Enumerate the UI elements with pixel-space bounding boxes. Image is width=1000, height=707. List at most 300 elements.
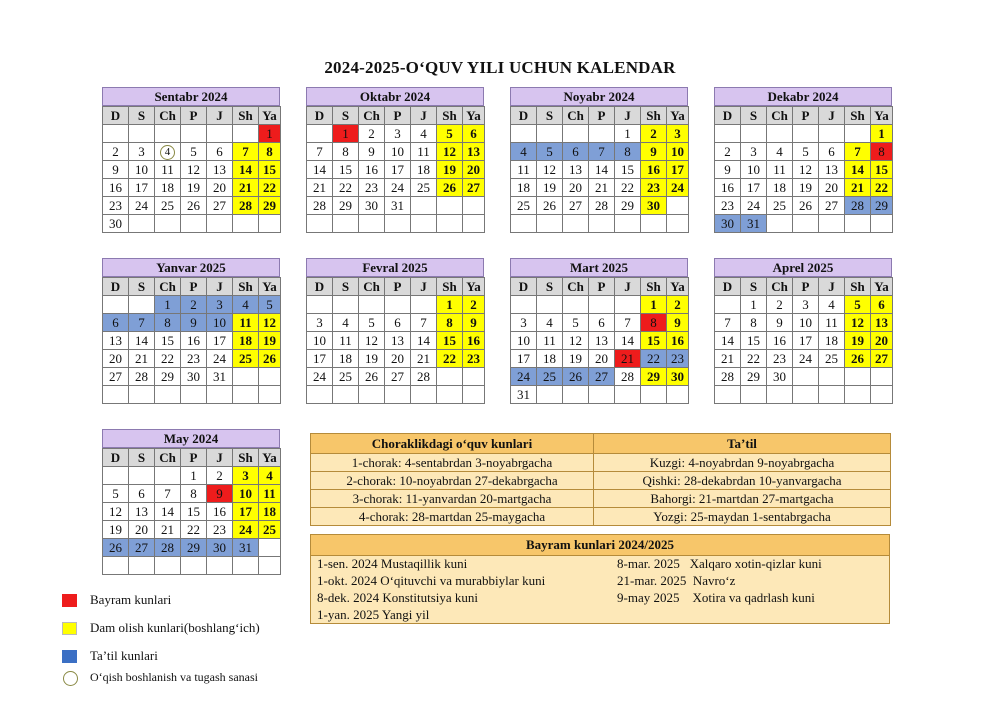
empty-cell	[359, 296, 385, 314]
weekday-header: Ya	[463, 278, 485, 296]
day-cell: 29	[641, 368, 667, 386]
empty-cell	[359, 386, 385, 404]
day-cell: 30	[181, 368, 207, 386]
day-cell: 18	[537, 350, 563, 368]
day-cell: 21	[615, 350, 641, 368]
holiday-item: 1-okt. 2024 O‘qituvchi va murabbiylar kuni	[317, 573, 546, 588]
empty-cell	[437, 215, 463, 233]
empty-cell	[537, 215, 563, 233]
day-cell: 9	[359, 143, 385, 161]
weekday-header: D	[715, 278, 741, 296]
weekday-header: P	[793, 107, 819, 125]
day-cell: 1	[641, 296, 667, 314]
day-cell: 7	[589, 143, 615, 161]
day-cell: 4	[511, 143, 537, 161]
empty-cell	[259, 368, 281, 386]
month-calendar	[714, 87, 892, 233]
day-cell: 24	[307, 368, 333, 386]
day-cell: 30	[103, 215, 129, 233]
empty-cell	[129, 215, 155, 233]
day-cell: 12	[359, 332, 385, 350]
day-cell: 23	[667, 350, 689, 368]
day-cell: 13	[207, 161, 233, 179]
empty-cell	[463, 368, 485, 386]
weekday-header: S	[741, 278, 767, 296]
empty-cell	[537, 386, 563, 404]
empty-cell	[793, 215, 819, 233]
day-cell: 23	[103, 197, 129, 215]
month-calendar	[102, 87, 280, 233]
day-cell: 22	[615, 179, 641, 197]
legend-label: Dam olish kunlari(boshlang‘ich)	[90, 620, 260, 635]
day-cell: 7	[233, 143, 259, 161]
holiday-item: 1-yan. 2025 Yangi yil	[317, 607, 430, 622]
day-cell: 31	[385, 197, 411, 215]
holiday-item: 8-mar. 2025 Xalqaro xotin-qizlar kuni	[617, 556, 822, 571]
weekday-header: S	[129, 107, 155, 125]
weekday-header: Ch	[155, 449, 181, 467]
day-cell: 4	[767, 143, 793, 161]
day-cell: 21	[589, 179, 615, 197]
empty-cell	[333, 386, 359, 404]
day-cell: 27	[563, 197, 589, 215]
day-cell: 28	[411, 368, 437, 386]
vacation-header: Ta’til	[594, 434, 891, 454]
day-cell: 16	[641, 161, 667, 179]
day-cell: 2	[207, 467, 233, 485]
empty-cell	[819, 215, 845, 233]
day-cell: 25	[537, 368, 563, 386]
day-cell: 12	[259, 314, 281, 332]
weekday-header: Ch	[767, 107, 793, 125]
day-cell: 10	[741, 161, 767, 179]
day-cell: 9	[667, 314, 689, 332]
start-date-circle: 4	[160, 145, 175, 160]
day-cell: 26	[359, 368, 385, 386]
day-cell: 25	[259, 521, 281, 539]
day-cell: 29	[181, 539, 207, 557]
day-cell: 1	[259, 125, 281, 143]
empty-cell	[129, 467, 155, 485]
day-cell: 21	[155, 521, 181, 539]
empty-cell	[333, 296, 359, 314]
empty-cell	[411, 386, 437, 404]
day-cell: 6	[103, 314, 129, 332]
empty-cell	[155, 386, 181, 404]
weekday-header: D	[307, 278, 333, 296]
day-cell: 12	[181, 161, 207, 179]
day-cell: 17	[207, 332, 233, 350]
empty-cell	[589, 386, 615, 404]
month-calendar	[102, 429, 280, 575]
day-cell: 26	[437, 179, 463, 197]
day-cell: 24	[793, 350, 819, 368]
weekday-header: Ya	[667, 278, 689, 296]
day-cell: 22	[155, 350, 181, 368]
vacation-winter: Qishki: 28-dekabrdan 10-yanvargacha	[594, 472, 891, 490]
day-cell: 8	[437, 314, 463, 332]
vacation-summer: Yozgi: 25-maydan 1-sentabrgacha	[594, 508, 891, 526]
day-cell: 16	[463, 332, 485, 350]
day-cell: 6	[385, 314, 411, 332]
holidays-box	[310, 534, 890, 624]
empty-cell	[845, 386, 871, 404]
day-cell: 13	[129, 503, 155, 521]
day-cell: 1	[615, 125, 641, 143]
month-name: Dekabr 2024	[714, 87, 892, 106]
month-name: Oktabr 2024	[306, 87, 484, 106]
day-cell: 29	[741, 368, 767, 386]
empty-cell	[667, 215, 689, 233]
day-cell: 14	[307, 161, 333, 179]
day-cell: 24	[207, 350, 233, 368]
empty-cell	[103, 467, 129, 485]
day-cell: 9	[715, 161, 741, 179]
empty-cell	[307, 125, 333, 143]
empty-cell	[103, 296, 129, 314]
day-cell: 24	[741, 197, 767, 215]
day-cell: 29	[259, 197, 281, 215]
weekday-header: D	[511, 278, 537, 296]
weekday-header: Ya	[463, 107, 485, 125]
legend-label: Bayram kunlari	[90, 592, 172, 607]
empty-cell	[511, 125, 537, 143]
empty-cell	[537, 125, 563, 143]
weekday-header: S	[129, 278, 155, 296]
day-cell: 1	[437, 296, 463, 314]
day-cell: 23	[359, 179, 385, 197]
weekday-header: S	[333, 278, 359, 296]
day-cell: 17	[511, 350, 537, 368]
day-cell: 20	[129, 521, 155, 539]
day-cell: 7	[845, 143, 871, 161]
day-cell: 15	[155, 332, 181, 350]
day-cell: 16	[767, 332, 793, 350]
day-cell: 13	[871, 314, 893, 332]
day-cell: 10	[385, 143, 411, 161]
day-cell: 22	[333, 179, 359, 197]
day-cell: 17	[741, 179, 767, 197]
empty-cell	[767, 125, 793, 143]
empty-cell	[129, 557, 155, 575]
day-cell: 31	[511, 386, 537, 404]
empty-cell	[411, 296, 437, 314]
day-cell: 3	[307, 314, 333, 332]
day-cell: 2	[715, 143, 741, 161]
day-cell: 31	[741, 215, 767, 233]
empty-cell	[767, 386, 793, 404]
circle-icon	[63, 671, 78, 686]
day-cell: 20	[819, 179, 845, 197]
weekday-header: Sh	[641, 278, 667, 296]
empty-cell	[463, 386, 485, 404]
day-cell: 7	[411, 314, 437, 332]
day-cell: 28	[589, 197, 615, 215]
day-cell: 18	[819, 332, 845, 350]
empty-cell	[181, 557, 207, 575]
day-cell: 2	[181, 296, 207, 314]
blue-square-icon	[62, 650, 77, 663]
day-cell: 18	[333, 350, 359, 368]
day-cell: 13	[819, 161, 845, 179]
day-cell: 5	[181, 143, 207, 161]
empty-cell	[233, 368, 259, 386]
day-cell: 18	[767, 179, 793, 197]
empty-cell	[437, 197, 463, 215]
day-cell: 6	[463, 125, 485, 143]
day-cell: 3	[511, 314, 537, 332]
day-cell: 5	[845, 296, 871, 314]
quarters-table	[310, 433, 891, 526]
day-cell: 26	[537, 197, 563, 215]
empty-cell	[819, 125, 845, 143]
day-cell: 27	[819, 197, 845, 215]
empty-cell	[155, 215, 181, 233]
weekday-header: J	[411, 278, 437, 296]
day-cell: 10	[307, 332, 333, 350]
weekday-header: Ya	[259, 449, 281, 467]
empty-cell	[715, 296, 741, 314]
quarter-2: 2-chorak: 10-noyabrdan 27-dekabrgacha	[311, 472, 594, 490]
day-cell: 27	[207, 197, 233, 215]
empty-cell	[615, 215, 641, 233]
day-cell: 17	[307, 350, 333, 368]
empty-cell	[871, 215, 893, 233]
day-cell: 16	[103, 179, 129, 197]
legend-label: O‘qish boshlanish va tugash sanasi	[90, 670, 258, 684]
empty-cell	[793, 386, 819, 404]
month-name: Fevral 2025	[306, 258, 484, 277]
day-cell: 14	[589, 161, 615, 179]
weekday-header: Ya	[871, 107, 893, 125]
day-cell: 3	[129, 143, 155, 161]
day-cell: 28	[845, 197, 871, 215]
day-cell: 11	[511, 161, 537, 179]
day-cell: 23	[181, 350, 207, 368]
day-cell: 4	[537, 314, 563, 332]
day-cell: 11	[155, 161, 181, 179]
empty-cell	[103, 125, 129, 143]
weekday-header: J	[411, 107, 437, 125]
day-cell: 9	[463, 314, 485, 332]
day-cell: 11	[767, 161, 793, 179]
day-cell: 13	[385, 332, 411, 350]
day-cell: 15	[259, 161, 281, 179]
empty-cell	[103, 386, 129, 404]
month-calendar	[102, 258, 280, 404]
weekday-header: S	[537, 278, 563, 296]
day-cell: 12	[845, 314, 871, 332]
empty-cell	[845, 125, 871, 143]
day-cell: 5	[259, 296, 281, 314]
weekday-header: S	[333, 107, 359, 125]
empty-cell	[463, 197, 485, 215]
day-cell: 21	[845, 179, 871, 197]
day-cell: 28	[307, 197, 333, 215]
day-cell: 13	[463, 143, 485, 161]
day-cell: 21	[411, 350, 437, 368]
day-cell: 13	[563, 161, 589, 179]
day-cell: 26	[259, 350, 281, 368]
day-cell: 6	[207, 143, 233, 161]
day-cell: 17	[793, 332, 819, 350]
day-cell: 27	[463, 179, 485, 197]
month-name: May 2024	[102, 429, 280, 448]
empty-cell	[437, 368, 463, 386]
empty-cell	[437, 386, 463, 404]
weekday-header: Sh	[437, 278, 463, 296]
empty-cell	[563, 296, 589, 314]
empty-cell	[667, 197, 689, 215]
weekday-header: Ch	[767, 278, 793, 296]
day-cell: 3	[793, 296, 819, 314]
day-cell: 2	[463, 296, 485, 314]
empty-cell	[359, 215, 385, 233]
day-cell: 15	[181, 503, 207, 521]
empty-cell	[667, 386, 689, 404]
empty-cell	[845, 368, 871, 386]
day-cell: 24	[667, 179, 689, 197]
day-cell: 23	[463, 350, 485, 368]
day-cell: 1	[871, 125, 893, 143]
day-cell: 25	[767, 197, 793, 215]
quarter-3: 3-chorak: 11-yanvardan 20-martgacha	[311, 490, 594, 508]
day-cell: 20	[385, 350, 411, 368]
day-cell: 9	[641, 143, 667, 161]
empty-cell	[871, 386, 893, 404]
empty-cell	[563, 386, 589, 404]
empty-cell	[233, 215, 259, 233]
empty-cell	[233, 557, 259, 575]
weekday-header: J	[819, 278, 845, 296]
empty-cell	[129, 296, 155, 314]
weekday-header: Sh	[233, 107, 259, 125]
day-cell: 7	[307, 143, 333, 161]
weekday-header: Ya	[259, 107, 281, 125]
empty-cell	[589, 125, 615, 143]
day-cell: 17	[233, 503, 259, 521]
day-cell: 1	[333, 125, 359, 143]
day-cell: 15	[437, 332, 463, 350]
day-cell: 3	[667, 125, 689, 143]
day-cell: 31	[233, 539, 259, 557]
day-cell: 11	[333, 332, 359, 350]
day-cell: 19	[793, 179, 819, 197]
day-cell: 21	[307, 179, 333, 197]
day-cell: 26	[103, 539, 129, 557]
day-cell: 22	[181, 521, 207, 539]
day-cell: 29	[333, 197, 359, 215]
weekday-header: J	[207, 449, 233, 467]
day-cell: 6	[563, 143, 589, 161]
day-cell	[155, 143, 181, 161]
day-cell: 28	[233, 197, 259, 215]
day-cell: 7	[155, 485, 181, 503]
empty-cell	[845, 215, 871, 233]
day-cell: 15	[333, 161, 359, 179]
day-cell: 6	[819, 143, 845, 161]
day-cell: 24	[511, 368, 537, 386]
day-cell: 24	[385, 179, 411, 197]
vacation-autumn: Kuzgi: 4-noyabrdan 9-noyabrgacha	[594, 454, 891, 472]
day-cell: 5	[103, 485, 129, 503]
empty-cell	[511, 215, 537, 233]
holidays-header: Bayram kunlari 2024/2025	[311, 535, 889, 556]
day-cell: 25	[233, 350, 259, 368]
empty-cell	[463, 215, 485, 233]
day-cell: 9	[181, 314, 207, 332]
day-cell: 16	[715, 179, 741, 197]
empty-cell	[259, 386, 281, 404]
day-cell: 29	[871, 197, 893, 215]
day-cell: 8	[259, 143, 281, 161]
empty-cell	[819, 386, 845, 404]
day-cell: 16	[181, 332, 207, 350]
day-cell: 10	[129, 161, 155, 179]
month-calendar	[306, 87, 484, 233]
day-cell: 7	[715, 314, 741, 332]
weekday-header: P	[793, 278, 819, 296]
day-cell: 11	[537, 332, 563, 350]
day-cell: 19	[181, 179, 207, 197]
empty-cell	[641, 386, 667, 404]
empty-cell	[589, 215, 615, 233]
day-cell: 14	[715, 332, 741, 350]
empty-cell	[103, 557, 129, 575]
day-cell: 21	[715, 350, 741, 368]
weekday-header: Sh	[233, 449, 259, 467]
day-cell: 20	[463, 161, 485, 179]
empty-cell	[207, 215, 233, 233]
day-cell: 8	[615, 143, 641, 161]
day-cell: 4	[233, 296, 259, 314]
quarter-1: 1-chorak: 4-sentabrdan 3-noyabrgacha	[311, 454, 594, 472]
holiday-item: 9-may 2025 Xotira va qadrlash kuni	[617, 590, 815, 605]
weekday-header: S	[129, 449, 155, 467]
empty-cell	[615, 296, 641, 314]
month-name: Yanvar 2025	[102, 258, 280, 277]
day-cell: 12	[563, 332, 589, 350]
day-cell: 22	[641, 350, 667, 368]
day-cell: 17	[667, 161, 689, 179]
day-cell: 12	[103, 503, 129, 521]
day-cell: 22	[437, 350, 463, 368]
day-cell: 6	[871, 296, 893, 314]
day-cell: 20	[871, 332, 893, 350]
empty-cell	[537, 296, 563, 314]
day-cell: 13	[589, 332, 615, 350]
day-cell: 24	[129, 197, 155, 215]
day-cell: 14	[615, 332, 641, 350]
weekday-header: S	[537, 107, 563, 125]
empty-cell	[129, 125, 155, 143]
day-cell: 19	[537, 179, 563, 197]
day-cell: 26	[181, 197, 207, 215]
empty-cell	[181, 125, 207, 143]
day-cell: 25	[511, 197, 537, 215]
day-cell: 5	[359, 314, 385, 332]
weekday-header: Ch	[563, 107, 589, 125]
weekday-header: P	[181, 278, 207, 296]
day-cell: 18	[411, 161, 437, 179]
day-cell: 16	[207, 503, 233, 521]
day-cell: 3	[207, 296, 233, 314]
day-cell: 18	[233, 332, 259, 350]
day-cell: 25	[333, 368, 359, 386]
day-cell: 10	[233, 485, 259, 503]
day-cell: 11	[819, 314, 845, 332]
day-cell: 6	[589, 314, 615, 332]
